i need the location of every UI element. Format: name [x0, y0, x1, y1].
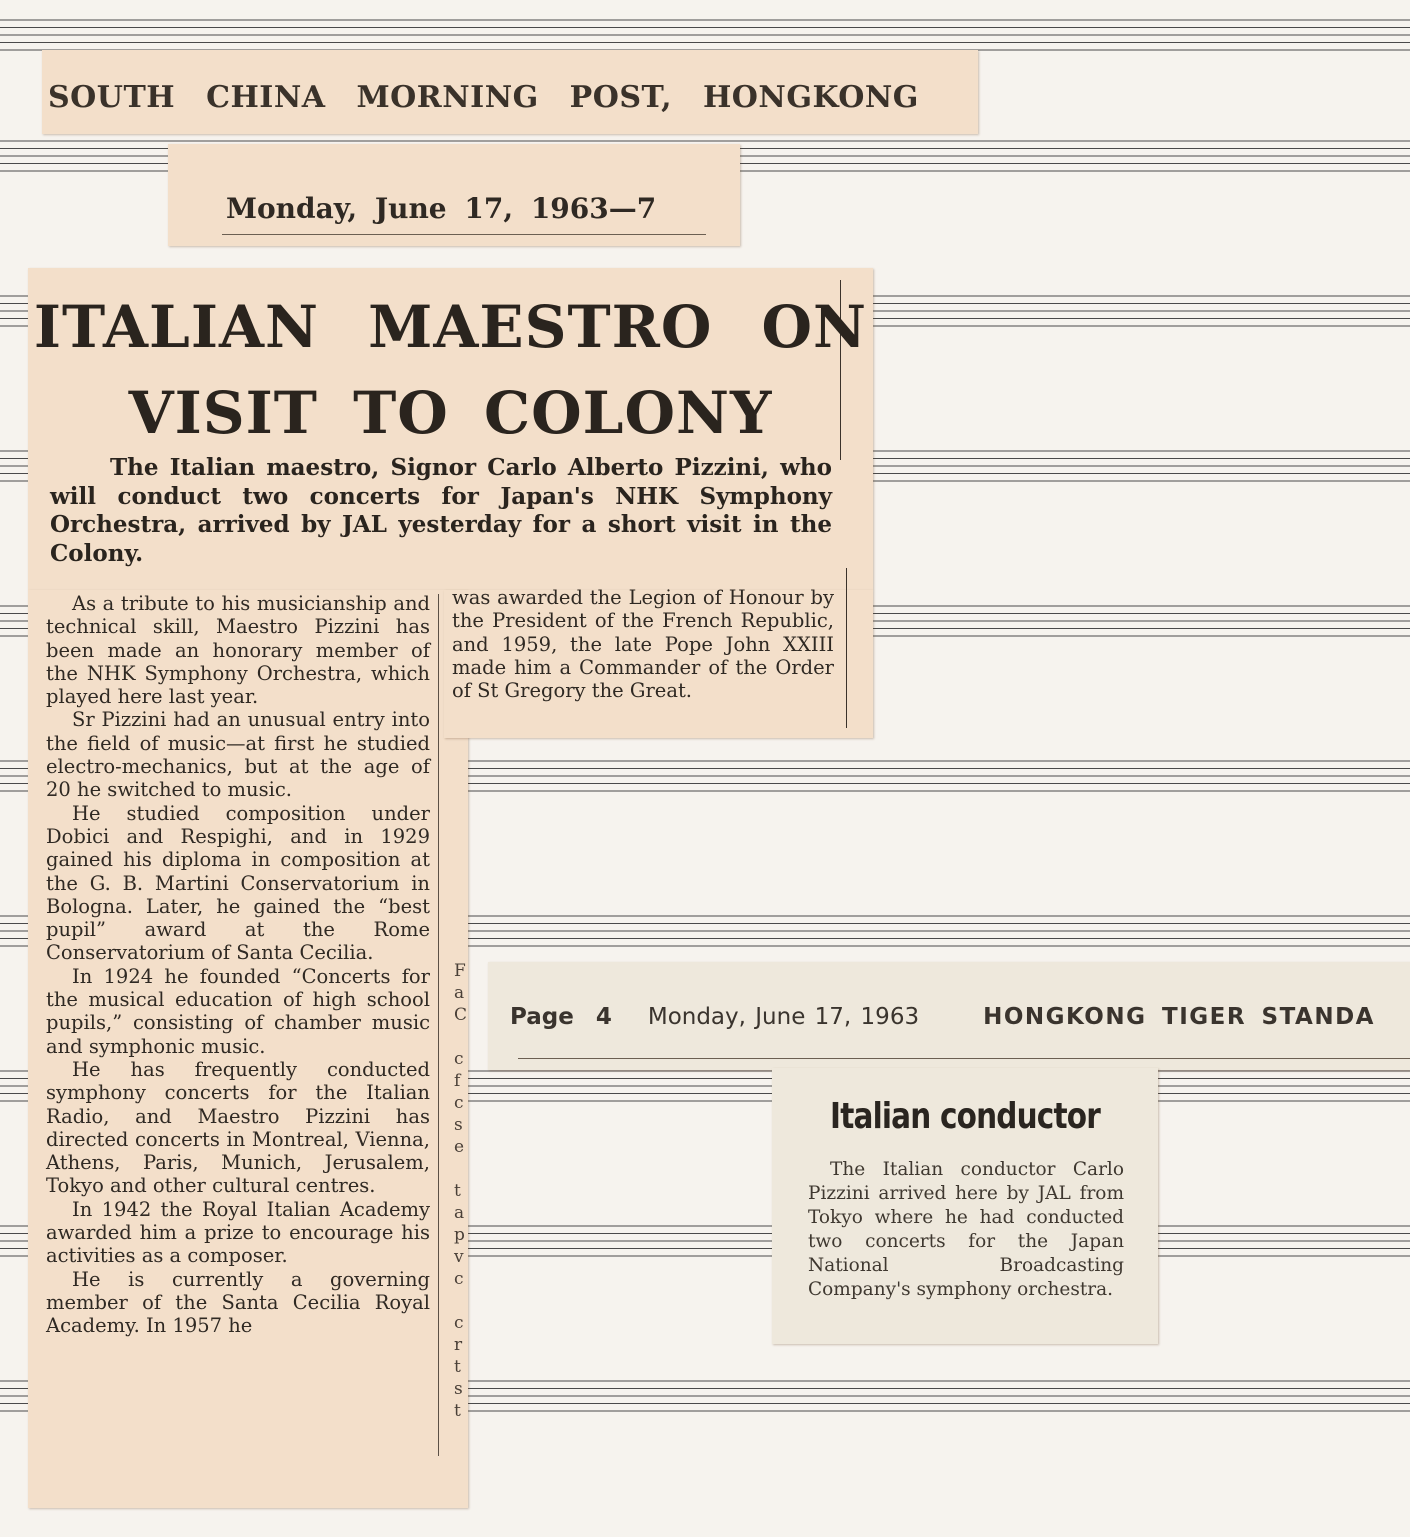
fragment-letter: a: [454, 1203, 465, 1223]
conductor-article-clipping: [772, 1068, 1158, 1344]
article-paragraph: In 1942 the Royal Italian Academy awarded him a prize to encourage his activities as a composer.: [46, 1197, 430, 1268]
fragment-letter: c: [454, 1049, 464, 1069]
article-lede: The Italian maestro, Signor Carlo Alberto Pizzini, who will conduct two concerts for Japan's NHK Symphony Orchestra, arrived by JAL yesterday for a short visit in the Colony.: [50, 454, 832, 567]
article-paragraph: He is currently a governing member of the Santa Cecilia Royal Academy. In 1957 he: [46, 1267, 430, 1338]
fragment-letter: [454, 1290, 470, 1312]
dateline-clipping: [168, 144, 740, 246]
column-divider: [438, 594, 439, 1456]
page-number: Page 4: [510, 1004, 612, 1030]
fragment-letter: v: [454, 1247, 464, 1267]
article-paragraph: He has frequently conducted symphony concerts for the Italian Radio, and Maestro Pizzini has directed concerts in Montreal, Vienna, Athens, Paris, Munich, Jerusalem, Tokyo and other cultural centres.: [46, 1057, 430, 1198]
conductor-article-body: The Italian conductor Carlo Pizzini arrived here by JAL from Tokyo where he had conducted two concerts for the Japan National Broadcasting Company's symphony orchestra.: [808, 1159, 1124, 1300]
newspaper-masthead: SOUTH CHINA MORNING POST, HONGKONG: [48, 80, 919, 115]
main-article-clipping: [28, 268, 873, 1508]
dateline-rule: [222, 234, 706, 235]
article-left-column: [46, 592, 430, 1338]
newspaper-name: HONGKONG TIGER STANDA: [983, 1004, 1375, 1030]
fragment-letter: c: [454, 1093, 464, 1113]
masthead-clipping: [42, 50, 978, 134]
fragment-letter: p: [454, 1225, 465, 1245]
article-paragraph: In 1924 he founded “Concerts for the musical education of high school pupils,” consisting of chamber music and symphonic music.: [46, 964, 430, 1058]
fragment-letter: t: [454, 1357, 461, 1377]
cut-column-fragment: [454, 960, 470, 1422]
fragment-letter: e: [454, 1137, 465, 1157]
article-right-column: [452, 586, 834, 702]
article-paragraph: As a tribute to his musicianship and technical skill, Maestro Pizzini has been made an honorary member of the NHK Symphony Orchestra, which played here last year.: [46, 592, 430, 709]
article-paragraph: was awarded the Legion of Honour by the President of the French Republic, and 1959, the late Pope John XXIII made him a Commander of the Order of St Gregory the Great.: [452, 586, 834, 703]
tiger-standard-header-clipping: [488, 962, 1410, 1070]
fragment-letter: [454, 1158, 470, 1180]
tiger-standard-header: [510, 1004, 1375, 1030]
fragment-letter: s: [454, 1379, 463, 1399]
headline-line-1: ITALIAN MAESTRO ON: [33, 293, 868, 361]
article-paragraph: He studied composition under Dobici and Respighi, and in 1929 gained his diploma in composition at the G. B. Martini Conservatorium in Bologna. Later, he gained the “best pupil” award at the Rome Conservatorium of Santa Cecilia.: [46, 801, 430, 965]
issue-date: Monday, June 17, 1963: [647, 1004, 920, 1030]
fragment-letter: s: [454, 1115, 463, 1135]
fragment-letter: f: [454, 1071, 461, 1091]
fragment-letter: c: [454, 1313, 464, 1333]
fragment-letter: [454, 1026, 470, 1048]
fragment-letter: F: [454, 961, 466, 981]
issue-dateline: Monday, June 17, 1963—7: [226, 192, 657, 225]
fragment-letter: t: [454, 1181, 461, 1201]
conductor-article-title: Italian conductor: [830, 1096, 1100, 1137]
headline-line-2: VISIT TO COLONY: [128, 379, 773, 447]
article-headline: [28, 284, 873, 456]
frame-rule-right-lower: [846, 568, 847, 728]
header-rule: [518, 1058, 1410, 1059]
fragment-letter: c: [454, 1269, 464, 1289]
fragment-letter: a: [454, 983, 465, 1003]
fragment-letter: r: [454, 1335, 463, 1355]
fragment-letter: t: [454, 1401, 461, 1421]
article-paragraph: Sr Pizzini had an unusual entry into the field of music—at first he studied electro-mechanics, but at the age of 20 he switched to music.: [46, 708, 430, 802]
fragment-letter: C: [454, 1005, 468, 1025]
